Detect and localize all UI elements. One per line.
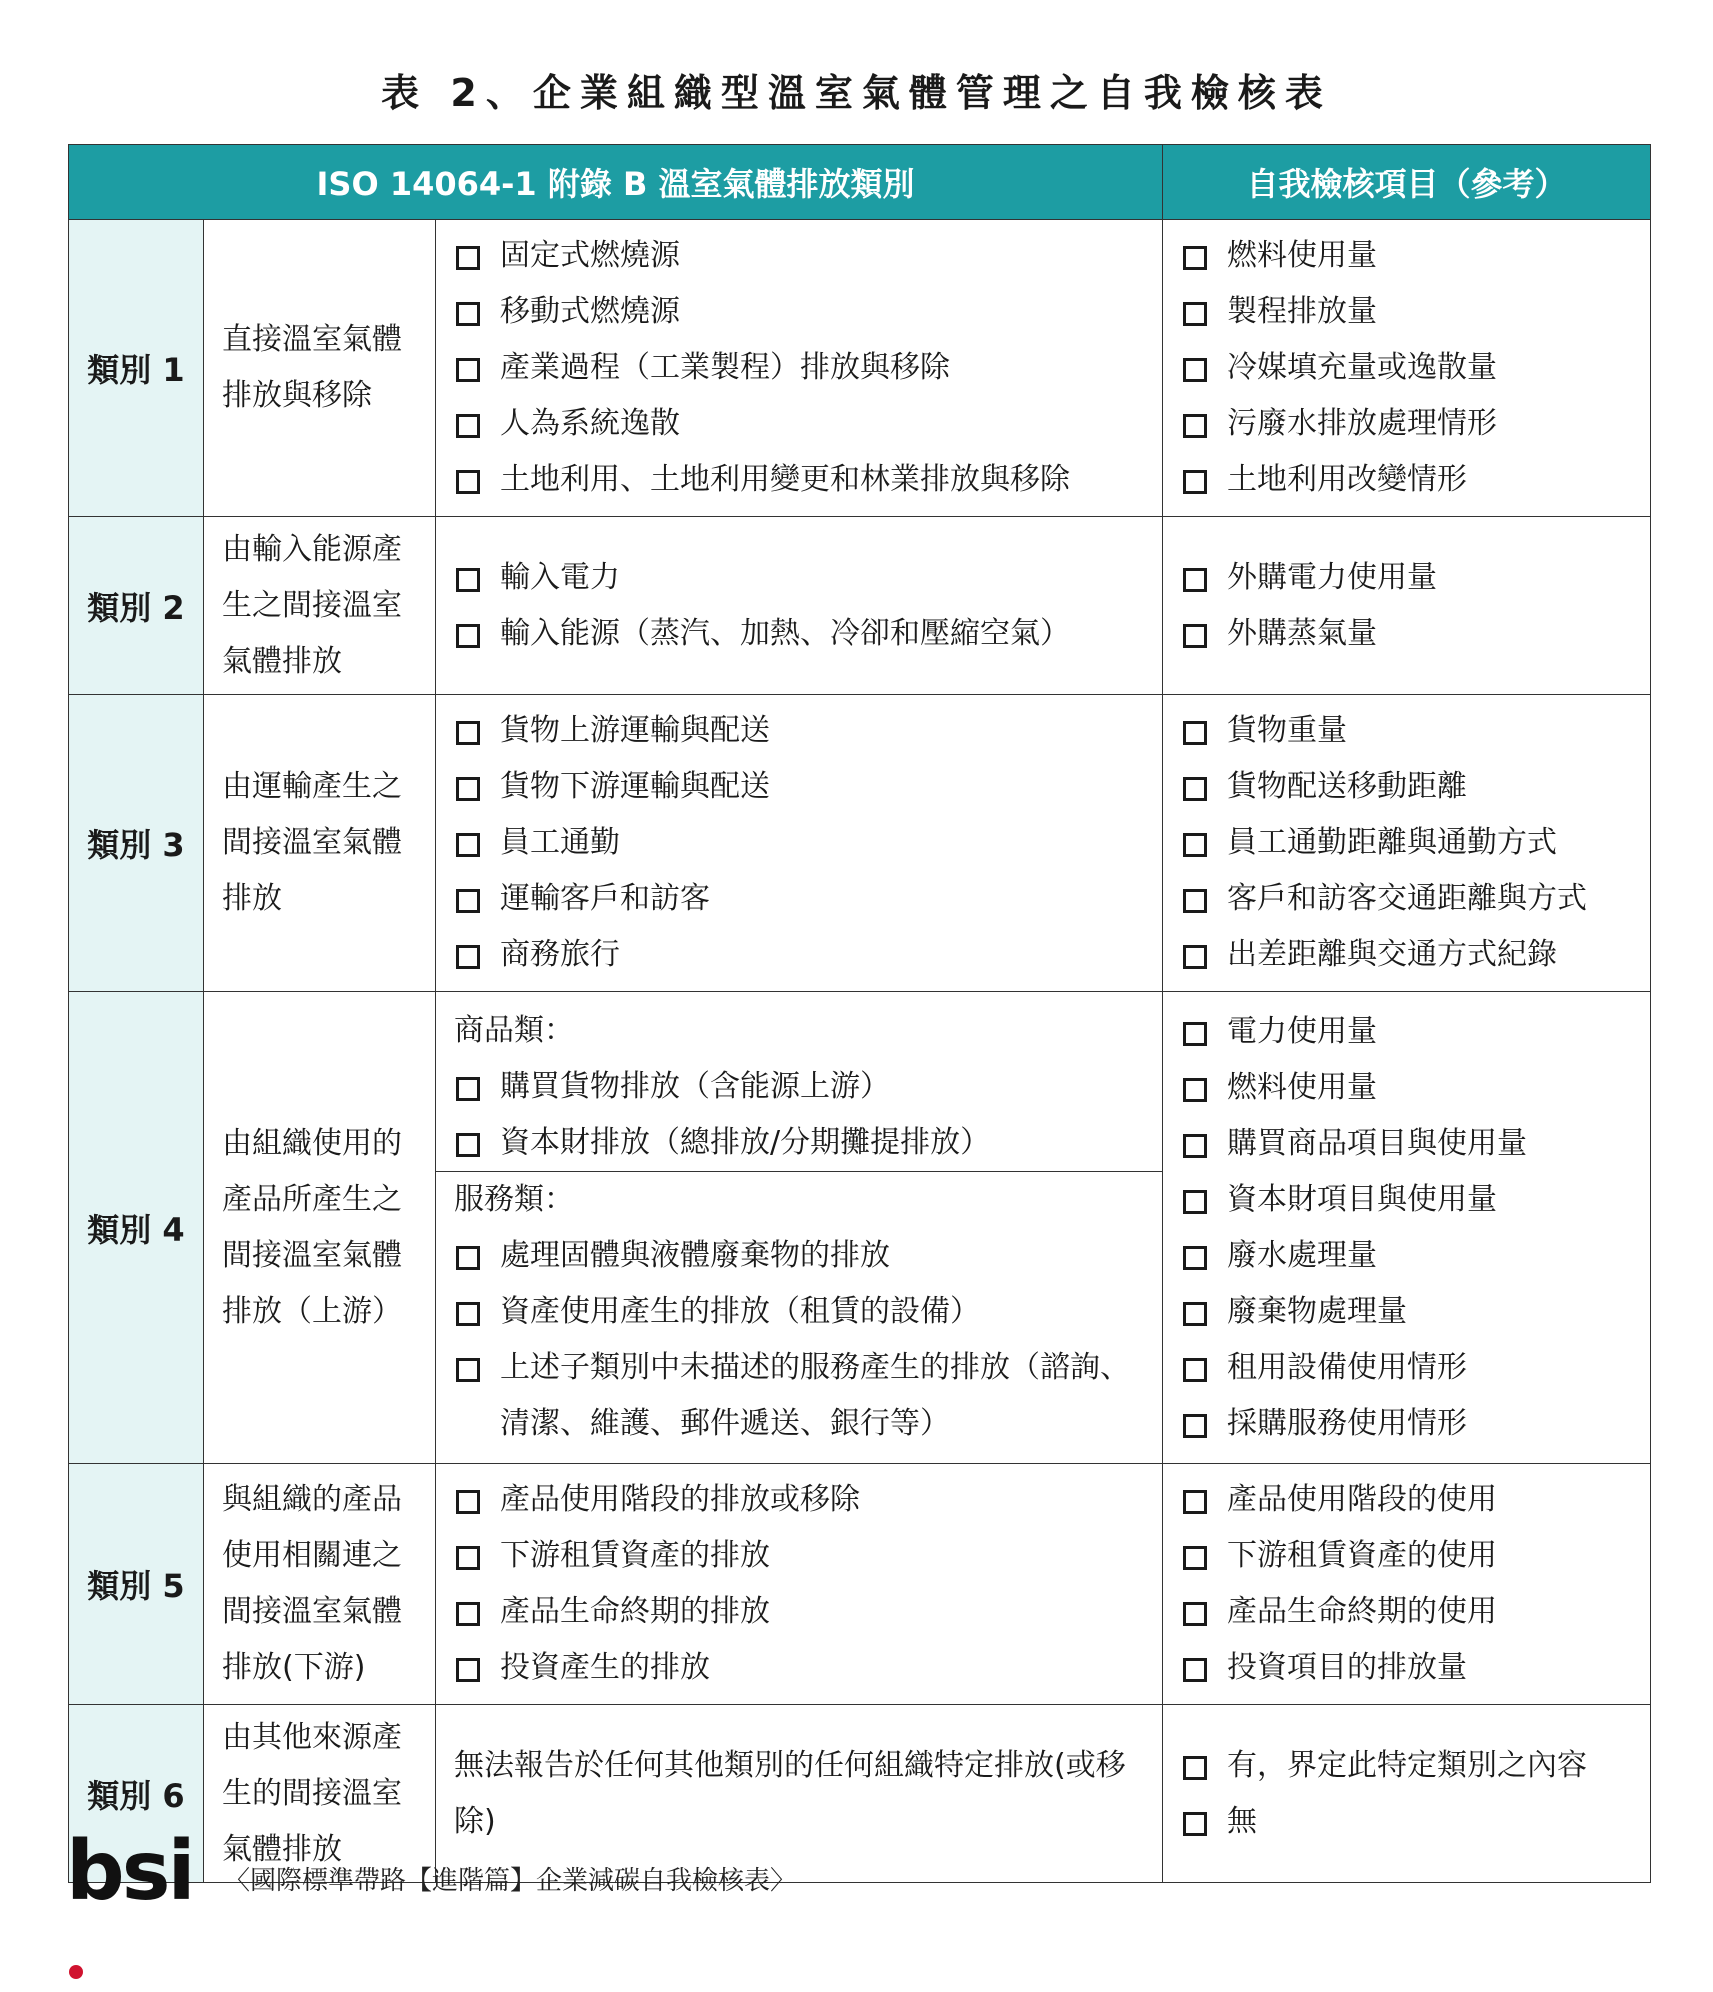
checkbox-list — [454, 703, 1150, 983]
checkbox-list — [1181, 1004, 1638, 1452]
checkbox-list — [1181, 550, 1638, 662]
category-description-line: 由運輸產生之 — [222, 769, 402, 804]
checkbox-label: 採購服務使用情形 — [1227, 1405, 1468, 1441]
checkbox-label: 廢棄物處理量 — [1227, 1293, 1408, 1329]
category-description-line: 由組織使用的 — [222, 1125, 402, 1161]
category-description-line: 排放 — [222, 881, 282, 916]
category-label: 類別 6 — [69, 1705, 204, 1883]
category-description — [204, 695, 436, 992]
category-description — [204, 1705, 436, 1883]
self-check-items — [1163, 1464, 1651, 1705]
category-description-line: 產品所產生之 — [222, 1181, 402, 1217]
checkbox-item — [1181, 1172, 1638, 1228]
checkbox[interactable] — [1183, 568, 1207, 592]
checkbox-item — [454, 1115, 1150, 1171]
checkbox[interactable] — [1183, 1134, 1207, 1158]
checkbox-item — [1181, 871, 1638, 927]
checkbox-label: 員工通勤 — [500, 825, 620, 860]
checkbox[interactable] — [1183, 1022, 1207, 1046]
checkbox-item — [1181, 606, 1638, 662]
checkbox-label: 廢水處理量 — [1227, 1237, 1378, 1273]
checkbox[interactable] — [456, 470, 480, 494]
checkbox-item — [454, 340, 1150, 396]
checkbox[interactable] — [456, 1302, 480, 1326]
category-label: 類別 5 — [69, 1464, 204, 1705]
header-category: ISO 14064-1 附錄 B 溫室氣體排放類別 — [69, 145, 1163, 220]
checkbox-item — [454, 1584, 1150, 1640]
category-row — [69, 1464, 1651, 1705]
category-description — [204, 517, 436, 695]
checkbox-item — [1181, 1116, 1638, 1172]
checkbox[interactable] — [1183, 470, 1207, 494]
checkbox[interactable] — [1183, 721, 1207, 745]
checkbox-item — [1181, 1060, 1638, 1116]
checkbox-item — [454, 1528, 1150, 1584]
checkbox-item — [454, 228, 1150, 284]
checkbox-item — [454, 703, 1150, 759]
checkbox[interactable] — [1183, 414, 1207, 438]
checkbox-label: 人為系統逸散 — [500, 406, 680, 441]
checkbox-label: 電力使用量 — [1227, 1013, 1378, 1049]
checkbox-label: 貨物上游運輸與配送 — [500, 713, 770, 748]
checkbox-label: 客戶和訪客交通距離與方式 — [1227, 881, 1588, 916]
emission-items — [436, 220, 1163, 517]
checkbox-item — [454, 1340, 1150, 1452]
checkbox[interactable] — [1183, 1302, 1207, 1326]
checkbox-label: 上述子類別中未描述的服務產生的排放（諮詢、清潔、維護、郵件遞送、銀行等） — [500, 1350, 1130, 1441]
table-body — [69, 220, 1651, 1883]
category-row — [69, 220, 1651, 517]
checkbox-label: 購買商品項目與使用量 — [1227, 1125, 1528, 1161]
checkbox-item — [1181, 1396, 1638, 1452]
checkbox-item — [1181, 815, 1638, 871]
checkbox[interactable] — [456, 721, 480, 745]
bsi-logo: bsi — [66, 1832, 193, 1992]
self-check-items — [1163, 517, 1651, 695]
emission-items — [436, 1705, 1163, 1883]
checkbox[interactable] — [456, 1546, 480, 1570]
checkbox-item — [454, 396, 1150, 452]
category-description — [204, 220, 436, 517]
checkbox-item — [1181, 1640, 1638, 1696]
checkbox-label: 貨物配送移動距離 — [1227, 769, 1468, 804]
checkbox-list — [1181, 1472, 1638, 1696]
checkbox-item — [454, 284, 1150, 340]
checkbox-label: 產品生命終期的排放 — [500, 1594, 770, 1629]
checkbox-label: 貨物重量 — [1227, 713, 1348, 748]
checkbox-item — [1181, 1228, 1638, 1284]
checkbox[interactable] — [1183, 833, 1207, 857]
checkbox[interactable] — [1183, 246, 1207, 270]
footer-caption: 〈國際標準帶路【進階篇】企業減碳自我檢核表〉 — [224, 1866, 797, 1896]
checkbox[interactable] — [456, 833, 480, 857]
checkbox-item — [1181, 1528, 1638, 1584]
checkbox-label: 出差距離與交通方式紀錄 — [1227, 937, 1558, 972]
checkbox[interactable] — [1183, 1602, 1207, 1626]
table-header-row — [69, 145, 1651, 220]
checklist-table — [68, 144, 1651, 1883]
self-check-items — [1163, 1705, 1651, 1883]
checkbox-item — [454, 1284, 1150, 1340]
checkbox-label: 產品生命終期的使用 — [1227, 1594, 1498, 1629]
checkbox[interactable] — [1183, 1078, 1207, 1102]
emission-note: 無法報告於任何其他類別的任何組織特定排放(或移除) — [454, 1747, 1126, 1839]
category-description-line: 使用相關連之 — [222, 1538, 402, 1573]
self-check-items — [1163, 695, 1651, 992]
checkbox-item — [1181, 1340, 1638, 1396]
emission-items — [436, 992, 1163, 1464]
checkbox-label: 下游租賃資產的排放 — [500, 1538, 770, 1573]
checkbox[interactable] — [456, 1602, 480, 1626]
checkbox[interactable] — [1183, 945, 1207, 969]
checkbox[interactable] — [456, 358, 480, 382]
checkbox[interactable] — [456, 1077, 480, 1101]
checkbox-label: 有，界定此特定類別之內容 — [1227, 1747, 1588, 1783]
checkbox-item — [1181, 927, 1638, 983]
category-description — [204, 1464, 436, 1705]
category-label: 類別 3 — [69, 695, 204, 992]
checkbox-label: 貨物下游運輸與配送 — [500, 769, 770, 804]
category-description — [204, 992, 436, 1464]
checkbox[interactable] — [1183, 1756, 1207, 1780]
checkbox-label: 投資產生的排放 — [500, 1650, 710, 1685]
emission-items — [436, 517, 1163, 695]
checkbox-list — [1181, 703, 1638, 983]
checkbox-item — [1181, 284, 1638, 340]
checkbox[interactable] — [1183, 889, 1207, 913]
checkbox-item — [454, 452, 1150, 508]
checkbox-label: 土地利用、土地利用變更和林業排放與移除 — [500, 462, 1070, 497]
category-description-line: 由其他來源產 — [222, 1719, 402, 1755]
checkbox[interactable] — [456, 414, 480, 438]
checkbox-item — [454, 759, 1150, 815]
category-description-line: 排放（上游） — [222, 1293, 402, 1329]
checkbox-item — [454, 606, 1150, 662]
checkbox-label: 運輸客戶和訪客 — [500, 881, 710, 916]
checkbox-label: 投資項目的排放量 — [1227, 1650, 1468, 1685]
category-description-line: 生之間接溫室 — [222, 587, 402, 623]
category-row — [69, 1705, 1651, 1883]
category-row — [69, 695, 1651, 992]
checkbox-label: 資產使用產生的排放（租賃的設備） — [500, 1294, 980, 1329]
checkbox-item — [454, 1228, 1150, 1284]
checkbox[interactable] — [456, 568, 480, 592]
checkbox[interactable] — [1183, 1546, 1207, 1570]
checkbox-label: 無 — [1227, 1803, 1258, 1839]
category-row — [69, 992, 1651, 1464]
checkbox[interactable] — [1183, 1358, 1207, 1382]
checkbox-item — [1181, 452, 1638, 508]
checkbox-item — [1181, 228, 1638, 284]
checkbox[interactable] — [456, 777, 480, 801]
checkbox-item — [454, 927, 1150, 983]
checkbox-label: 產品使用階段的使用 — [1227, 1482, 1498, 1517]
checkbox-label: 移動式燃燒源 — [500, 294, 680, 329]
checkbox[interactable] — [456, 1133, 480, 1157]
bsi-logo-dot — [69, 1965, 83, 1979]
checkbox-label: 輸入能源（蒸汽、加熱、冷卻和壓縮空氣） — [500, 615, 1070, 651]
subgroup-heading: 服務類： — [454, 1182, 574, 1217]
checkbox-label: 燃料使用量 — [1227, 1069, 1378, 1105]
page-title: 表 2、企業組織型溫室氣體管理之自我檢核表 — [381, 71, 1332, 115]
checkbox[interactable] — [1183, 1658, 1207, 1682]
category-description-line: 間接溫室氣體 — [222, 1237, 402, 1273]
checkbox[interactable] — [456, 624, 480, 648]
category-description-line: 由輸入能源產 — [222, 531, 402, 567]
checkbox-label: 產業過程（工業製程）排放與移除 — [500, 350, 950, 385]
checkbox-label: 污廢水排放處理情形 — [1227, 406, 1498, 441]
checkbox-label: 處理固體與液體廢棄物的排放 — [500, 1238, 890, 1273]
checkbox-item — [1181, 550, 1638, 606]
checklist-table-container — [68, 144, 1650, 1883]
checkbox-item — [1181, 1472, 1638, 1528]
checkbox-label: 員工通勤距離與通勤方式 — [1227, 825, 1558, 860]
checkbox-label: 購買貨物排放（含能源上游） — [500, 1069, 890, 1104]
checkbox-label: 外購蒸氣量 — [1227, 615, 1378, 651]
checkbox-list — [1181, 1738, 1638, 1850]
checkbox-item — [1181, 703, 1638, 759]
checkbox[interactable] — [456, 1490, 480, 1514]
checkbox-item — [1181, 1004, 1638, 1060]
self-check-items — [1163, 992, 1651, 1464]
checkbox-label: 固定式燃燒源 — [500, 238, 680, 273]
category-label: 類別 2 — [69, 517, 204, 695]
emission-items — [436, 695, 1163, 992]
emission-items — [436, 1464, 1163, 1705]
category-description-line: 間接溫室氣體 — [222, 825, 402, 860]
checkbox[interactable] — [456, 889, 480, 913]
checkbox-label: 資本財排放（總排放/分期攤提排放） — [500, 1125, 991, 1160]
category-description-line: 氣體排放 — [222, 1831, 342, 1867]
checkbox-list — [454, 228, 1150, 508]
checkbox-label: 資本財項目與使用量 — [1227, 1181, 1498, 1217]
checkbox[interactable] — [1183, 777, 1207, 801]
checkbox-label: 燃料使用量 — [1227, 238, 1378, 273]
checkbox[interactable] — [1183, 624, 1207, 648]
checkbox-list — [454, 1472, 1150, 1696]
checkbox-item — [454, 1640, 1150, 1696]
subgroup-heading: 商品類： — [454, 1013, 574, 1048]
checkbox-item — [1181, 1794, 1638, 1850]
checkbox-label: 商務旅行 — [500, 937, 620, 972]
emission-subgroup — [436, 1171, 1162, 1452]
checkbox-item — [454, 1059, 1150, 1115]
checkbox-list — [454, 1059, 1150, 1171]
category-description-line: 排放與移除 — [222, 378, 372, 413]
checkbox-label: 租用設備使用情形 — [1227, 1349, 1468, 1385]
checkbox-item — [454, 815, 1150, 871]
checkbox-label: 製程排放量 — [1227, 294, 1378, 329]
checkbox[interactable] — [1183, 1190, 1207, 1214]
category-description-line: 間接溫室氣體 — [222, 1594, 402, 1629]
checkbox-item — [1181, 1284, 1638, 1340]
checkbox[interactable] — [1183, 1246, 1207, 1270]
self-check-items — [1163, 220, 1651, 517]
category-description-line: 生的間接溫室 — [222, 1775, 402, 1811]
category-label: 類別 1 — [69, 220, 204, 517]
checkbox[interactable] — [1183, 1414, 1207, 1438]
checkbox[interactable] — [456, 1658, 480, 1682]
checkbox[interactable] — [456, 945, 480, 969]
checkbox-list — [454, 550, 1150, 662]
category-row — [69, 517, 1651, 695]
checkbox-list — [454, 1228, 1150, 1452]
checkbox[interactable] — [1183, 1812, 1207, 1836]
checkbox[interactable] — [1183, 302, 1207, 326]
checkbox-label: 土地利用改變情形 — [1227, 462, 1468, 497]
checkbox-item — [454, 550, 1150, 606]
category-label: 類別 4 — [69, 992, 204, 1464]
checkbox-label: 輸入電力 — [500, 559, 620, 595]
emission-subgroup — [454, 1003, 1150, 1171]
checkbox-item — [454, 871, 1150, 927]
checkbox-label: 冷媒填充量或逸散量 — [1227, 350, 1498, 385]
category-description-line: 與組織的產品 — [222, 1482, 402, 1517]
checkbox[interactable] — [456, 1358, 480, 1382]
checkbox[interactable] — [1183, 358, 1207, 382]
checkbox[interactable] — [456, 302, 480, 326]
category-description-line: 排放(下游) — [222, 1650, 366, 1685]
checkbox-item — [454, 1472, 1150, 1528]
checkbox[interactable] — [456, 246, 480, 270]
category-description-line: 氣體排放 — [222, 643, 342, 679]
checkbox-label: 產品使用階段的排放或移除 — [500, 1482, 860, 1517]
header-self-check: 自我檢核項目（參考） — [1163, 145, 1651, 220]
checkbox-item — [1181, 759, 1638, 815]
checkbox-item — [1181, 1738, 1638, 1794]
category-description-line: 直接溫室氣體 — [222, 322, 402, 357]
checkbox[interactable] — [1183, 1490, 1207, 1514]
checkbox-item — [1181, 396, 1638, 452]
checkbox[interactable] — [456, 1246, 480, 1270]
checkbox-item — [1181, 1584, 1638, 1640]
checkbox-label: 下游租賃資產的使用 — [1227, 1538, 1498, 1573]
checkbox-item — [1181, 340, 1638, 396]
checkbox-label: 外購電力使用量 — [1227, 559, 1438, 595]
checkbox-list — [1181, 228, 1638, 508]
